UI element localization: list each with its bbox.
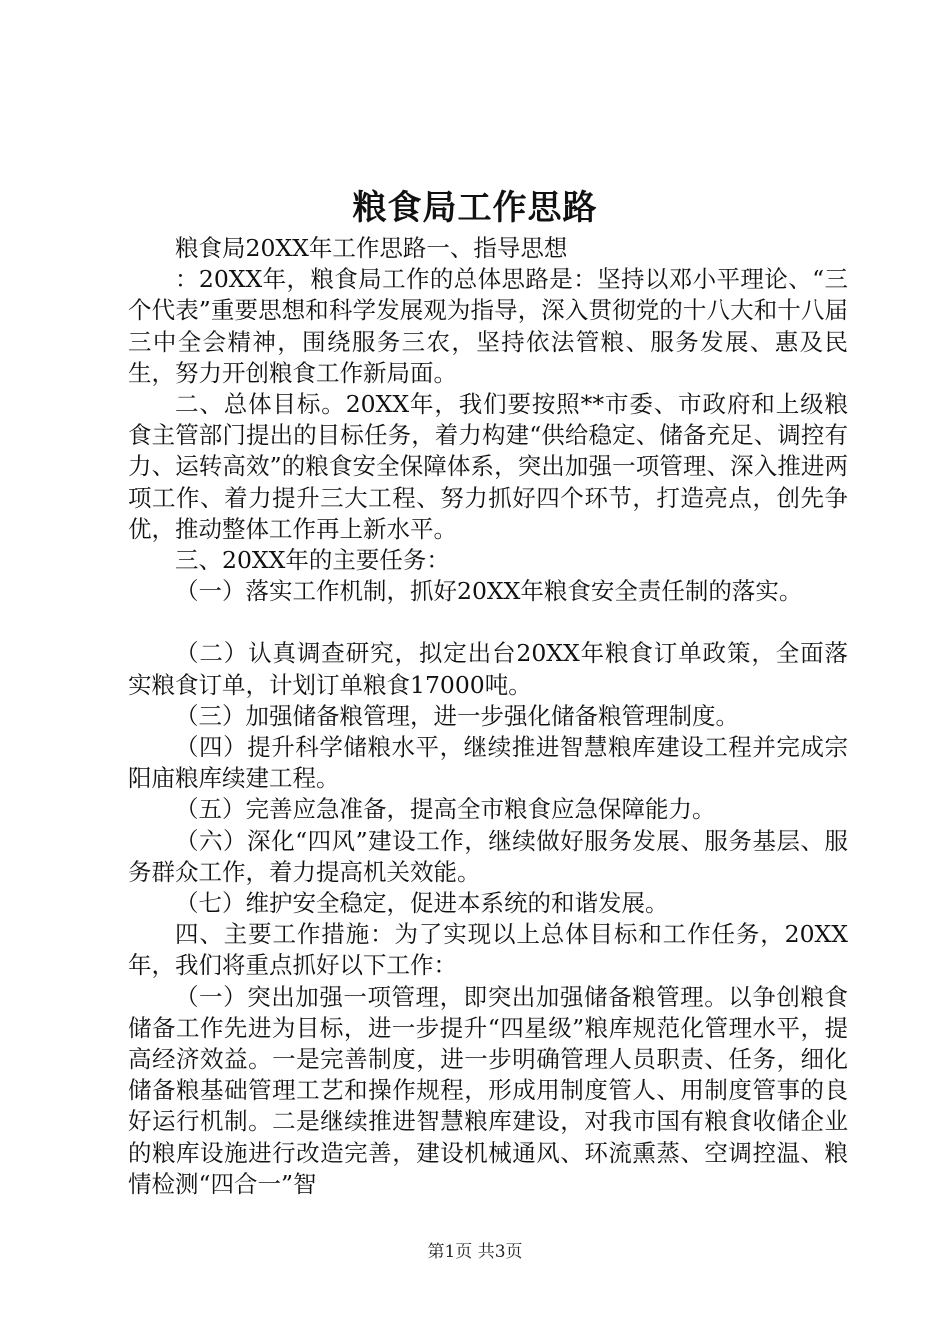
paragraph-spacer [128, 607, 848, 638]
paragraph-measure-1: （一）突出加强一项管理，即突出加强储备粮管理。以争创粮食储备工作先进为目标，进一步提升“四星级”粮库规范化管理水平，提高经济效益。一是完善制度，进一步明确管理人员职责、任务，细化储备粮基础管理工艺和操作规程，形成用制度管人、用制度管事的良好运行机制。二是继续推进智慧粮库建设，对我市国有粮食收储企业的粮库设施进行改造完善，建设机械通风、环流熏蒸、空调控温、粮情检测“四合一”智 [128, 982, 848, 1198]
paragraph-overall-goal: 二、总体目标。20XX年，我们要按照**市委、市政府和上级粮食主管部门提出的目标任务，着力构建“供给稳定、储备充足、调控有力、运转高效”的粮食安全保障体系，突出加强一项管理、深入推进两项工作、着力提升三大工程、努力抓好四个环节，打造亮点，创先争优，推动整体工作再上新水平。 [128, 390, 848, 543]
paragraph-task-1: （一）落实工作机制，抓好20XX年粮食安全责任制的落实。 [175, 577, 803, 606]
paragraph-task-5: （五）完善应急准备，提高全市粮食应急保障能力。 [175, 795, 716, 824]
paragraph-intro: 粮食局20XX年工作思路一、指导思想 [175, 234, 568, 262]
paragraph-task-2: （二）认真调查研究，拟定出台20XX年粮食订单政策，全面落实粮食订单，计划订单粮食17000吨。 [128, 639, 848, 699]
document-title: 粮食局工作思路 [352, 188, 598, 228]
paragraph-guiding-thought: ：20XX年，粮食局工作的总体思路是：坚持以邓小平理论、“三个代表”重要思想和科学发展观为指导，深入贯彻党的十八大和十八届三中全会精神，围绕服务三农，坚持依法管粮、服务发展、惠及民生，努力开创粮食工作新局面。 [128, 265, 848, 387]
page-footer: 第1页 共3页 [427, 1242, 523, 1262]
paragraph-task-7: （七）维护安全稳定，促进本系统的和谐发展。 [175, 889, 669, 918]
paragraph-task-6: （六）深化“四风”建设工作，继续做好服务发展、服务基层、服务群众工作，着力提高机关效能。 [128, 826, 848, 886]
paragraph-main-tasks-heading: 三、20XX年的主要任务： [175, 546, 450, 575]
paragraph-measures-heading: 四、主要工作措施：为了实现以上总体目标和工作任务，20XX年，我们将重点抓好以下工作： [128, 920, 848, 980]
document-body [128, 233, 848, 1200]
paragraph-task-4: （四）提升科学储粮水平，继续推进智慧粮库建设工程并完成宗阳庙粮库续建工程。 [128, 733, 848, 793]
paragraph-task-3: （三）加强储备粮管理，进一步强化储备粮管理制度。 [175, 701, 739, 730]
